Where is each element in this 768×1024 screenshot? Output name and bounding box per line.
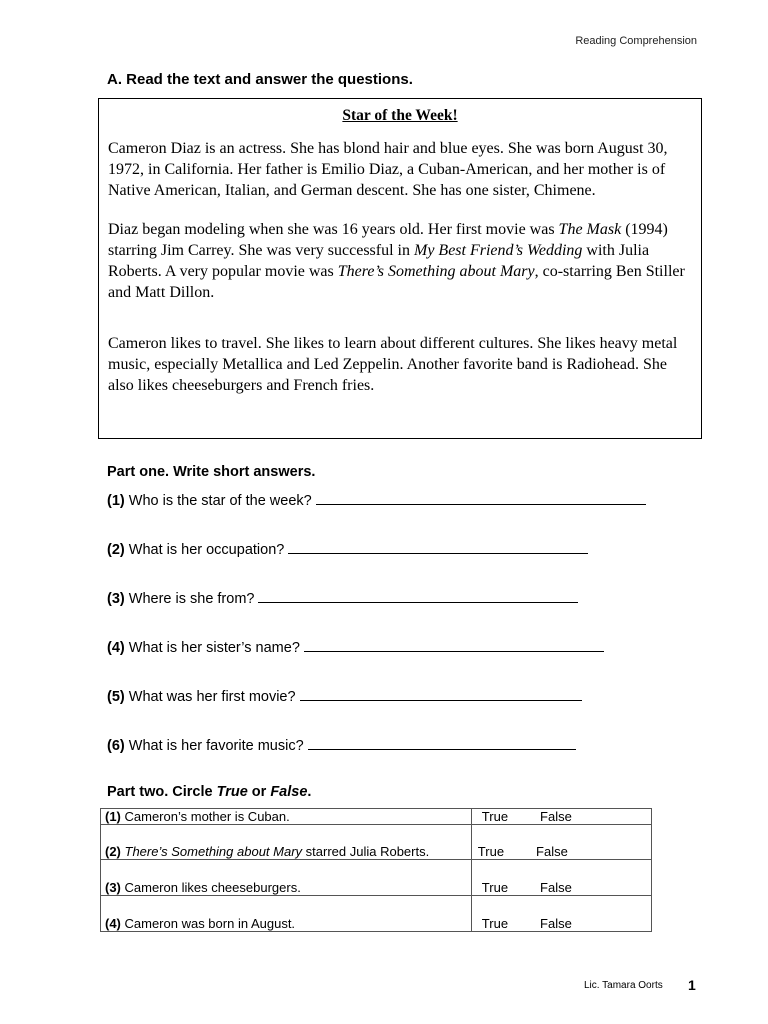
tf-row [101, 809, 652, 825]
story-paragraph-3: Cameron likes to travel. She likes to learn about different cultures. She likes heavy metal music, especially Metallica and Led Zeppelin. Another favorite band is Radiohead. She also likes cheeseburgers and French fries. [108, 335, 678, 394]
tf-statement-2: (2) There’s Something about Mary starred Julia Roberts. [101, 825, 472, 860]
false-option-3[interactable]: False [540, 880, 572, 895]
tf-statement-1: (1) Cameron’s mother is Cuban. [101, 809, 472, 825]
question-1: (1) Who is the star of the week? [107, 490, 646, 509]
story-paragraph-1: Cameron Diaz is an actress. She has blond hair and blue eyes. She was born August 30, 1972, in California. Her father is Emilio Diaz, a Cuban-American, and her mother is of Native American, Italian, and German descent. She has one sister, Chimene. [108, 140, 668, 199]
question-3: (3) Where is she from? [107, 588, 578, 607]
story-title: Star of the Week! [342, 107, 458, 124]
true-option-1[interactable]: True [481, 809, 509, 824]
true-false-table [100, 808, 652, 932]
false-option-2[interactable]: False [536, 844, 568, 859]
true-option-2[interactable]: True [477, 844, 505, 859]
section-title: A. Read the text and answer the questions. [107, 71, 413, 88]
false-option-4[interactable]: False [540, 916, 572, 931]
page-number: 1 [688, 977, 696, 993]
tf-row [101, 896, 652, 932]
tf-row [101, 825, 652, 860]
answer-line-4[interactable] [304, 637, 604, 652]
part-two-heading: Part two. Circle True or False. [107, 784, 312, 800]
answer-line-3[interactable] [258, 588, 578, 603]
question-5: (5) What was her first movie? [107, 686, 582, 705]
question-2: (2) What is her occupation? [107, 539, 588, 558]
question-4: (4) What is her sister’s name? [107, 637, 604, 656]
tf-statement-3: (3) Cameron likes cheeseburgers. [101, 860, 472, 896]
story-paragraph-2: Diaz began modeling when she was 16 years old. Her first movie was The Mask (1994) starring Jim Carrey. She was very successful in My Best Friend’s Wedding with Julia Roberts. A very popular movie was There’s Something about Mary, co-starring Ben Stiller and Matt Dillon. [108, 221, 685, 301]
false-option-1[interactable]: False [540, 809, 572, 824]
true-option-4[interactable]: True [481, 916, 509, 931]
answer-line-6[interactable] [308, 735, 576, 750]
answer-line-5[interactable] [300, 686, 582, 701]
part-one-heading: Part one. Write short answers. [107, 464, 316, 480]
tf-statement-4: (4) Cameron was born in August. [101, 896, 472, 932]
story-box [98, 98, 702, 439]
tf-row [101, 860, 652, 896]
answer-line-1[interactable] [316, 490, 646, 505]
footer-author: Lic. Tamara Oorts [584, 980, 663, 991]
header-label: Reading Comprehension [575, 35, 697, 47]
answer-line-2[interactable] [288, 539, 588, 554]
true-option-3[interactable]: True [481, 880, 509, 895]
question-6: (6) What is her favorite music? [107, 735, 576, 754]
